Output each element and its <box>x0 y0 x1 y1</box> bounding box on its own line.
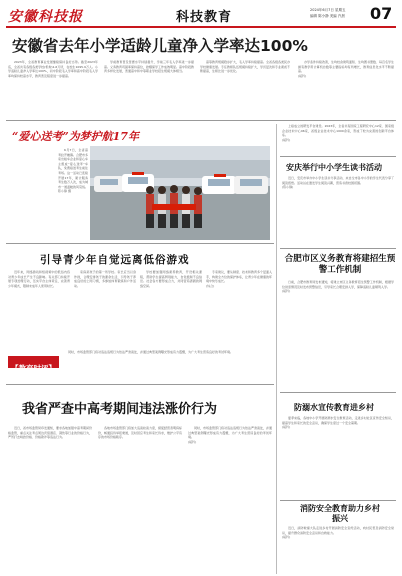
side5-text: 近日，消防救援大队走进乡村开展消防安全宣传活动，向村民普及消防安全常识，提升群众消防安全意识和自救能力。 (皖科) <box>282 526 394 540</box>
divider <box>276 124 277 574</box>
side2-title: 安庆举行中小学生读书活动 <box>286 163 382 172</box>
divider <box>280 248 396 249</box>
masthead-logo <box>8 6 118 26</box>
issue-date: 2024年6月7日 星期五 <box>310 8 346 12</box>
side2-text: 近日，安庆市举办中小学生读书分享活动，来自全市各中小学的学生代表分享了阅读感悟。活动旨在激发学生阅读兴趣，营造书香校园氛围。 (陈小静) <box>282 176 394 190</box>
photo-taxis-and-drivers <box>90 146 270 240</box>
side1-text: 上接成立的研发平台建设。2023年，全省共有国家工程研究中心12家、国家级企业技术中心96家，省级企业技术中心1000余家，形成了较为完善的创新平台体系。 (皖科) <box>282 124 394 142</box>
side3-text: 日前，合肥市教育局发布通知，将建立市区义务教育招生预警工作机制，根据学位供需情况及时发布预警信息，引导家长合理安排入学，保障适龄儿童顺利入学。 (皖科) <box>282 280 394 294</box>
commentary-title: 我省严查中高考期间违法涨价行为 <box>22 402 218 417</box>
side5-sign: (皖科) <box>282 535 291 540</box>
lead-column-2: 学前教育普及普惠水平持续提升，学前三年毛入学率进一步提高。义务教育巩固率保持高位，控辍保学工作成效明显。高中阶段教育多样化发展，普通高中和中等职业学校招生规模大体相当。 <box>104 60 194 74</box>
side4-sign: (皖科) <box>282 425 291 430</box>
lead-headline: 安徽省去年小学适龄儿童净入学率达100% <box>12 37 308 55</box>
divider <box>6 120 396 121</box>
commentary-column-2: 各地市场监管部门将加大巡查检查力度，督促经营者明码标价，畅通投诉举报渠道，及时回应考生和家长诉求，维护公平有序的市场价格秩序。 <box>98 426 182 440</box>
commentary-badge <box>8 356 59 373</box>
lead-column-4: 办学条件持续改善，生均校舍建筑面积、生均图书册数、每百名学生拥有教学用计算机台数等主要指标均有所增长，教育信息化水平不断提高。 (皖科) <box>298 60 394 78</box>
side3-sign: (皖科) <box>282 289 291 294</box>
side2-sign: (陈小静) <box>282 185 294 190</box>
reading-column-2: 家庭是孩子的第一所学校。家长应当以身作则，合理安排孩子的课余生活，引导孩子养成良好的上网习惯，多参加体育锻炼和户外活动。 <box>74 270 136 288</box>
commentary-sign: (皖科) <box>188 439 197 444</box>
feature-title: “爱心送考”为梦护航17年 <box>12 130 139 143</box>
commentary-badge-text: 【教育时评】 <box>11 364 56 373</box>
lead-sign: (皖科) <box>298 73 307 78</box>
commentary-column-3: 同时，市场监管部门将对违法违规行为依法严肃查处，并通过典型案例曝光形成有力震慑，为广大考生营造良好的考试环境。 (皖科) <box>188 426 272 444</box>
section-title: 科技教育 <box>176 10 233 25</box>
feature-byline: 陈小静 摄 <box>58 189 71 194</box>
masthead-rule <box>6 26 396 28</box>
commentary-column-1: 近日，省市场监管局印发通知，要求各地加强中高考期间价格监管，重点关注考点周边宾馆酒店、餐饮等行业的价格行为，严厉打击哄抬价格、价格欺诈等违法行为。 <box>8 426 92 440</box>
lead-column-1: 2023年，全省教育事业发展继续保持良好态势。截至2023年底，全省共有各级各类学校(机构)1.6万所，在校生1095.9万人。小学适龄儿童净入学率达100%，初中阶段毛入学率和高中阶段毛入学率均保持较高水平，教育普及程度进一步提高。 <box>8 60 98 78</box>
reading-title: 引导青少年自觉远离低俗游戏 <box>40 254 190 266</box>
divider <box>6 243 274 244</box>
side5-title: 消防安全教育助力乡村振兴 <box>300 504 380 523</box>
divider <box>280 156 396 157</box>
lead-column-3: 高等教育规模稳步扩大，毛入学率持续提高。全省各级各类民办学校健康发展。专任教师队伍规模持续扩大，学历层次和专业素质不断提高，生师比进一步优化。 <box>200 60 290 74</box>
side4-text: 夏季来临，各地中小学开展防溺水安全教育活动，走进乡村社区宣传安全知识，提高学生和家长的安全意识，确保学生度过一个安全暑期。 (皖科) <box>282 416 394 430</box>
reading-column-4: 专家建议，要从制度、技术和教育多个层面入手，构建全方位的保护体系，让青少年在健康的环境中快乐成长。 (综合) <box>206 270 272 288</box>
divider <box>280 392 396 393</box>
feature-photo <box>90 146 270 240</box>
side1-sign: (皖科) <box>282 137 291 142</box>
divider <box>280 500 396 501</box>
feature-intro: 6月7日，全省高考拉开帷幕。合肥市多家出租车企业和爱心车主组成“爱心送考”车队，免费接送考生前往考场。这一活动已连续开展17年，累计服务考生数万人次，成为城市一道温暖的风景线。 陈小静 摄 <box>58 148 88 194</box>
masthead-logo-text: 安徽科技报 <box>8 9 83 25</box>
reading-column-3: 学校要加强网络素养教育，开设相关课程，帮助学生提高辨别能力，自觉抵制不良信息。社会各方要形成合力，共同营造清朗的网络空间。 <box>140 270 202 288</box>
side3-title: 合肥市区义务教育将建招生预警工作机制 <box>284 254 396 275</box>
editor-credit: 编辑 陈小静 美编 汽晨 <box>310 14 345 18</box>
commentary-lead: 同时，市场监管部门将对违法违规行为依法严肃查处，并通过典型案例曝光形成有力震慑，为广大考生营造良好的考试环境。 <box>68 350 234 354</box>
page-number: 07 <box>370 4 393 23</box>
divider <box>6 384 274 385</box>
reading-sign: (综合) <box>206 283 215 288</box>
reading-column-1: 近年来，网络游戏和短视频中的低俗内容对青少年成长产生不良影响。有关部门持续开展专项治理行动，压实平台主体责任，完善青少年模式，限制未成年人使用时长。 <box>8 270 70 288</box>
side4-title: 防溺水宣传教育进乡村 <box>294 403 374 412</box>
